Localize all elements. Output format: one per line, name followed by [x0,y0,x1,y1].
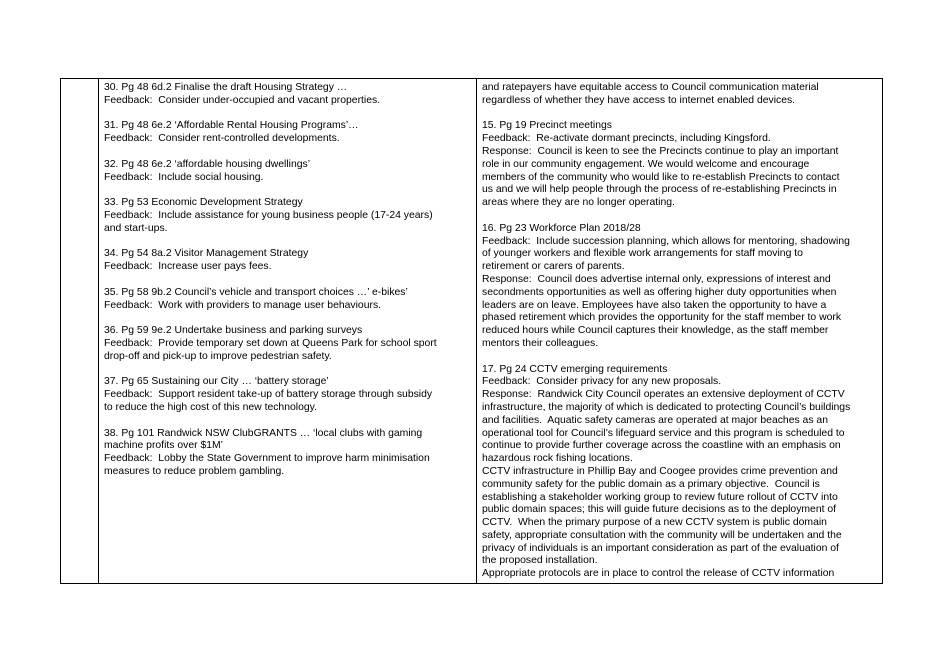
feedback-item-31 [104,120,472,146]
item-line: retirement or carers of parents. [482,261,625,273]
item-line: continue to provide further coverage across the coastline with an emphasis on [482,440,841,452]
left-column-cell [99,79,477,584]
item-line: mentors their colleagues. [482,337,599,349]
feedback-table [60,78,883,584]
item-line: community safety for the public domain as a primary objective. Council is [482,478,820,490]
item-heading: 36. Pg 59 9e.2 Undertake business and parking surveys [104,325,363,337]
item-line: Feedback: Re-activate dormant precincts, including Kingsford. [482,133,771,145]
item-line: privacy of individuals is an important consideration as part of the evaluation of [482,542,839,554]
item-line: reduced hours while Council captures their knowledge, as the staff member [482,325,829,337]
index-column-cell [61,79,99,584]
item-line: operational tool for Council’s lifeguard service and this program is scheduled to [482,427,845,439]
item-line: the proposed installation. [482,555,598,567]
item-line: Feedback: Lobby the State Government to improve harm minimisation [104,453,430,465]
item-heading: 32. Pg 48 6e.2 ‘affordable housing dwellings’ [104,158,311,170]
item-line: safety, appropriate consultation with the community will be undertaken and the [482,529,842,541]
item-line: of younger workers and flexible work arrangements for staff moving to [482,248,803,260]
item-line: Response: Council does advertise internal only, expressions of interest and [482,273,831,285]
item-heading: 16. Pg 23 Workforce Plan 2018/28 [482,222,641,234]
item-line: to reduce the high cost of this new technology. [104,401,317,413]
feedback-item-37 [104,376,472,414]
item-line: Feedback: Consider rent-controlled developments. [104,133,340,145]
item-line: Feedback: Support resident take-up of battery storage through subsidy [104,389,433,401]
item-line: public domain spaces; this will guide future decisions as to the deployment of [482,504,837,516]
item-heading: 30. Pg 48 6d.2 Finalise the draft Housing Strategy … [104,82,348,93]
item-line: Feedback: Increase user pays fees. [104,261,272,273]
item-line: secondments opportunities as well as offering higher duty opportunities when [482,286,837,298]
item-line: Feedback: Work with providers to manage user behaviours. [104,299,382,311]
item-line: machine profits over $1M’ [104,440,223,452]
item-line: and start-ups. [104,222,168,234]
item-heading: 15. Pg 19 Precinct meetings [482,120,612,132]
item-line: CCTV infrastructure in Phillip Bay and Coogee provides crime prevention and [482,465,838,477]
feedback-item-15 [482,120,878,210]
item-line: areas where they are no longer operating. [482,197,675,209]
feedback-item-17 [482,364,878,582]
item-heading: 37. Pg 65 Sustaining our City … ‘battery storage’ [104,376,329,388]
feedback-item-35 [104,287,472,313]
item-line: drop-off and pick-up to improve pedestrian safety. [104,350,332,362]
table-row [61,79,883,584]
feedback-item-36 [104,325,472,363]
item-heading: 17. Pg 24 CCTV emerging requirements [482,363,668,375]
item-line: Feedback: Provide temporary set down at Queens Park for school sport [104,337,437,349]
item-heading: 34. Pg 54 8a.2 Visitor Management Strategy [104,248,309,260]
item-line: establishing a stakeholder working group to review future rollout of CCTV into [482,491,838,503]
item-line: and ratepayers have equitable access to Council communication material [482,82,819,93]
item-line: Feedback: Consider under-occupied and vacant properties. [104,94,381,106]
right-column-cell [477,79,883,584]
item-line: role in our community engagement. We would welcome and encourage [482,158,810,170]
item-line: and facilities. Aquatic safety cameras are operated at major beaches as an [482,414,828,426]
item-line: infrastructure, the majority of which is dedicated to protecting Council’s buildings [482,401,851,413]
feedback-item-34 [104,248,472,274]
item-line: phased retirement which provides the opportunity for the staff member to work [482,312,842,324]
item-line: members of the community who would like to re-establish Precincts to contact [482,171,840,183]
item-heading: 35. Pg 58 9b.2 Council’s vehicle and transport choices …’ e-bikes’ [104,286,408,298]
item-line: hazardous rock fishing locations. [482,453,633,465]
item-line: us and we will help people through the process of re-establishing Precincts in [482,184,837,196]
feedback-item-38 [104,428,472,479]
continued-text [482,82,878,108]
item-line: leaders are on leave. Employees have also taken the opportunity to have a [482,299,827,311]
item-line: Appropriate protocols are in place to control the release of CCTV information [482,568,835,580]
item-line: Response: Randwick City Council operates an extensive deployment of CCTV [482,389,845,401]
item-line: Feedback: Include social housing. [104,171,264,183]
item-heading: 31. Pg 48 6e.2 ‘Affordable Rental Housing Programs’… [104,120,359,132]
feedback-item-33 [104,197,472,235]
feedback-item-32 [104,159,472,185]
item-heading: 33. Pg 53 Economic Development Strategy [104,197,303,209]
item-line: measures to reduce problem gambling. [104,465,285,477]
item-line: Response: Council is keen to see the Precincts continue to play an important [482,145,839,157]
feedback-item-30 [104,82,472,108]
feedback-item-16 [482,223,878,351]
item-line: CCTV. When the primary purpose of a new CCTV system is public domain [482,517,827,529]
item-line: Feedback: Consider privacy for any new proposals. [482,376,722,388]
item-line: Feedback: Include succession planning, which allows for mentoring, shadowing [482,235,850,247]
item-line: regardless of whether they have access to internet enabled devices. [482,94,796,106]
item-line: Feedback: Include assistance for young business people (17-24 years) [104,209,433,221]
item-heading: 38. Pg 101 Randwick NSW ClubGRANTS … ‘local clubs with gaming [104,427,423,439]
